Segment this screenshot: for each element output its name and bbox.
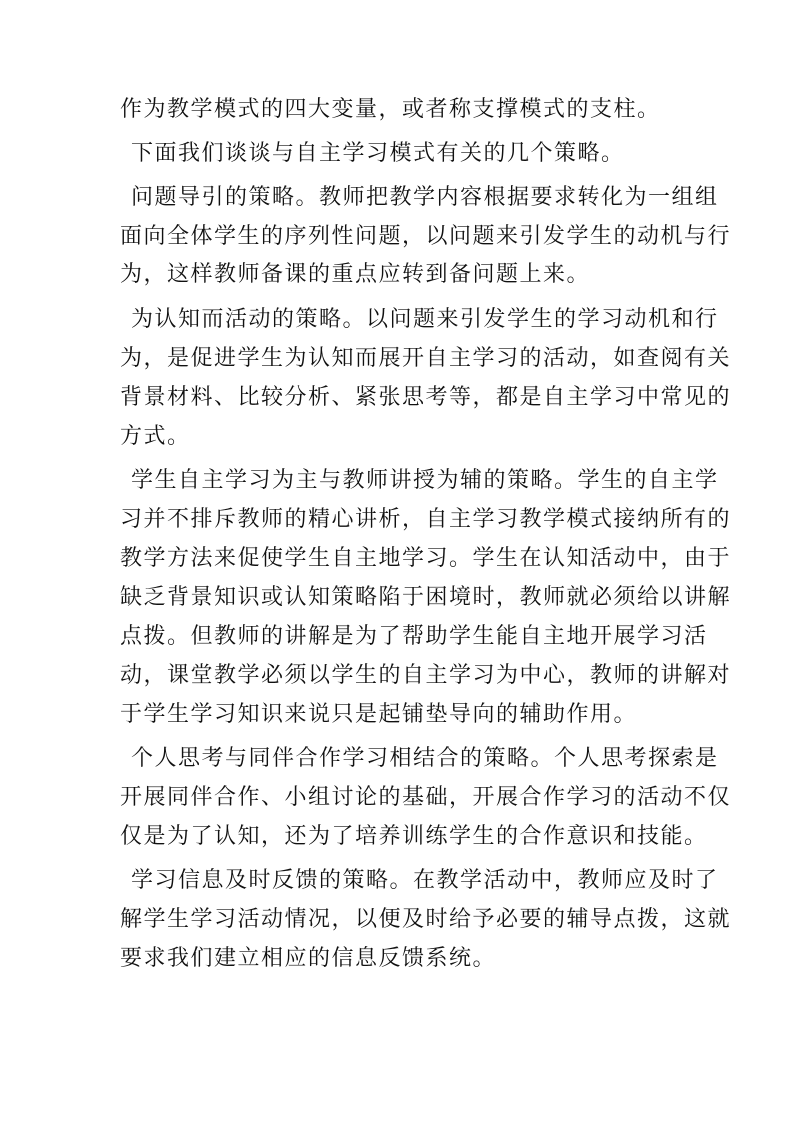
text-line: 下面我们谈谈与自主学习模式有关的几个策略。 [131,141,625,166]
text-line: 个人思考与同伴合作学习相结合的策略。个人思考探索是 [131,746,719,771]
text-line: 为，是促进学生为认知而展开自主学习的活动，如查阅有关 [120,346,732,371]
text-line: 教学方法来促使学生自主地学习。学生在认知活动中，由于 [120,546,732,571]
text-line: 动，课堂教学必须以学生的自主学习为中心，教师的讲解对 [120,663,732,688]
text-line: 习并不排斥教师的精心讲析，自主学习教学模式接纳所有的 [120,507,732,532]
text-line: 要求我们建立相应的信息反馈系统。 [120,946,497,971]
text-line: 解学生学习活动情况，以便及时给予必要的辅导点拨，这就 [120,907,732,932]
text-line: 点拨。但教师的讲解是为了帮助学生能自主地开展学习活 [120,624,708,649]
text-line: 方式。 [120,424,191,449]
text-line: 面向全体学生的序列性问题，以问题来引发学生的动机与行 [120,224,732,249]
text-line: 开展同伴合作、小组讨论的基础，开展合作学习的活动不仅 [120,785,732,810]
text-line: 作为教学模式的四大变量，或者称支撑模式的支柱。 [120,97,661,122]
text-line: 于学生学习知识来说只是起铺垫导向的辅助作用。 [120,702,638,727]
text-line: 学生自主学习为主与教师讲授为辅的策略。学生的自主学 [131,468,719,493]
text-line: 背景材料、比较分析、紧张思考等，都是自主学习中常见的 [120,385,732,410]
text-line: 问题导引的策略。教师把教学内容根据要求转化为一组组 [131,185,719,210]
text-line: 为，这样教师备课的重点应转到备问题上来。 [120,262,591,287]
text-line: 学习信息及时反馈的策略。在教学活动中，教师应及时了 [131,868,719,893]
text-line: 缺乏背景知识或认知策略陷于困境时，教师就必须给以讲解 [120,585,732,610]
text-line: 为认知而活动的策略。以问题来引发学生的学习动机和行 [131,307,719,332]
text-line: 仅是为了认知，还为了培养训练学生的合作意识和技能。 [120,824,708,849]
